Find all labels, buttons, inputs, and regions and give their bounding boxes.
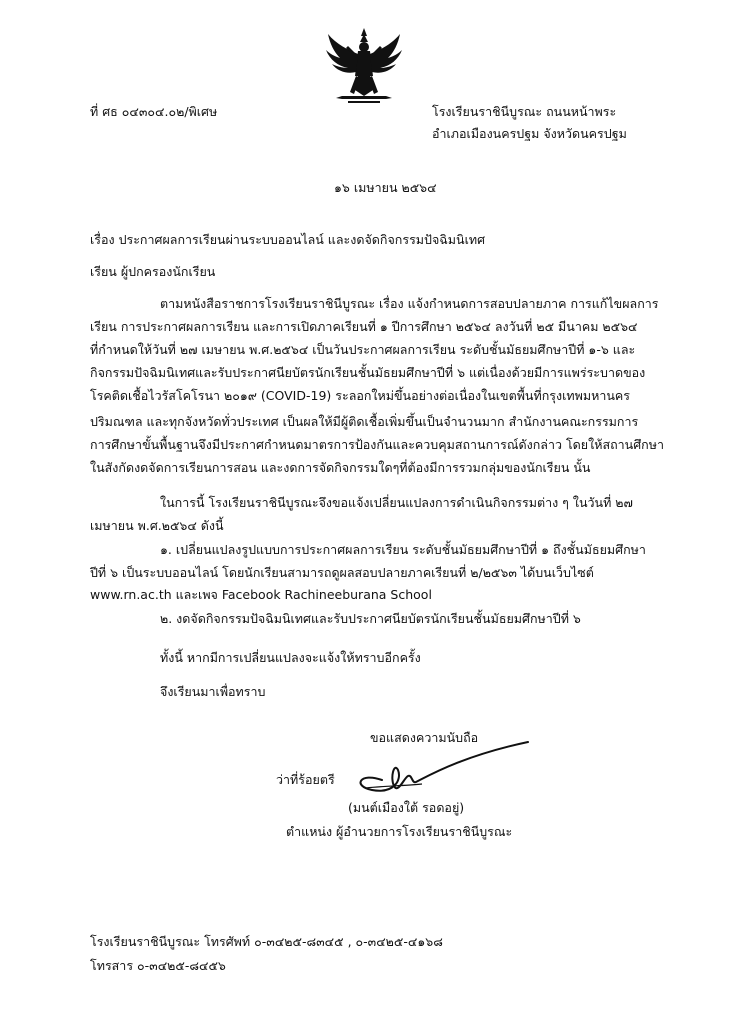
closing-regards: ขอแสดงความนับถือ [370,730,479,745]
handwritten-signature [342,736,532,804]
body-line: โรคติดเชื้อไวรัสโคโรนา ๒๐๑๙ (COVID-19) ระลอกใหม่ขึ้นอย่างต่อเนื่องในเขตพื้นที่กรุงเทพมหานคร [90,388,630,403]
footer-phone: โรงเรียนราชินีบูรณะ โทรศัพท์ ๐-๓๔๒๕-๘๓๔๕ , ๐-๓๔๒๕-๔๑๖๘ [90,934,443,949]
school-address-line1: โรงเรียนราชินีบูรณะ ถนนหน้าพระ [432,104,617,119]
body-line: เรียน การประกาศผลการเรียน และการเปิดภาคเรียนที่ ๑ ปีการศึกษา ๒๕๖๔ ลงวันที่ ๒๕ มีนาคม ๒๕๖๔ [90,319,638,334]
recipient-line: เรียน ผู้ปกครองนักเรียน [90,264,216,279]
body-line: ปริมณฑล และทุกจังหวัดทั่วประเทศ เป็นผลให้มีผู้ติดเชื้อเพิ่มขึ้นเป็นจำนวนมาก สำนักงานคณะกรรมการ [90,414,639,429]
body-line: ที่กำหนดให้วันที่ ๒๗ เมษายน พ.ศ.๒๕๖๔ เป็นวันประกาศผลการเรียน ระดับชั้นมัธยมศึกษาปีที่ ๑-๖ และ [90,342,636,357]
school-address-line2: อำเภอเมืองนครปฐม จังหวัดนครปฐม [432,126,627,141]
garuda-emblem-icon [318,26,410,110]
body-line: การศึกษาขั้นพื้นฐานจึงมีประกาศกำหนดมาตรการป้องกันและควบคุมสถานการณ์ดังกล่าว โดยให้สถานศึกษา [90,437,664,452]
reference-number: ที่ ศธ ๐๔๓๐๔.๐๒/พิเศษ [90,104,218,119]
body-line: จึงเรียนมาเพื่อทราบ [160,684,266,699]
signer-position: ตำแหน่ง ผู้อำนวยการโรงเรียนราชินีบูรณะ [286,824,513,839]
list-item-1-cont: ปีที่ ๖ เป็นระบบออนไลน์ โดยนักเรียนสามารถดูผลสอบปลายภาคเรียนที่ ๒/๒๕๖๓ ได้บนเว็บไซต์ [90,565,594,580]
body-line: ตามหนังสือราชการโรงเรียนราชินีบูรณะ เรื่อง แจ้งกำหนดการสอบปลายภาค การแก้ไขผลการ [160,296,659,311]
list-item-2: ๒. งดจัดกิจกรรมปัจฉิมนิเทศและรับประกาศนียบัตรนักเรียนชั้นมัธยมศึกษาปีที่ ๖ [160,611,581,626]
letter-date: ๑๖ เมษายน ๒๕๖๔ [334,180,437,195]
signer-name: (มนต์เมืองใต้ รอดอยู่) [348,800,465,815]
body-line: ทั้งนี้ หากมีการเปลี่ยนแปลงจะแจ้งให้ทราบอีกครั้ง [160,650,421,665]
subject-line: เรื่อง ประกาศผลการเรียนผ่านระบบออนไลน์ และงดจัดกิจกรรมปัจฉิมนิเทศ [90,232,486,247]
signer-rank: ว่าที่ร้อยตรี [276,772,335,787]
list-item-1: ๑. เปลี่ยนแปลงรูปแบบการประกาศผลการเรียน ระดับชั้นมัธยมศึกษาปีที่ ๑ ถึงชั้นมัธยมศึกษา [160,542,646,557]
footer-fax: โทรสาร ๐-๓๔๒๕-๘๔๕๖ [90,958,226,973]
body-line: ในสังกัดงดจัดการเรียนการสอน และงดการจัดกิจกรรมใดๆที่ต้องมีการรวมกลุ่มของนักเรียน นั้น [90,460,591,475]
body-line: ในการนี้ โรงเรียนราชินีบูรณะจึงขอแจ้งเปลี่ยนแปลงการดำเนินกิจกรรมต่าง ๆ ในวันที่ ๒๗ [160,495,633,510]
body-line: กิจกรรมปัจฉิมนิเทศและรับประกาศนียบัตรนักเรียนชั้นมัธยมศึกษาปีที่ ๖ แต่เนื่องด้วยมีการแพร่ระบาดของ [90,365,646,380]
body-line: เมษายน พ.ศ.๒๕๖๔ ดังนี้ [90,518,224,533]
list-item-1-cont: www.rn.ac.th และเพจ Facebook Rachineeburana School [90,587,432,602]
